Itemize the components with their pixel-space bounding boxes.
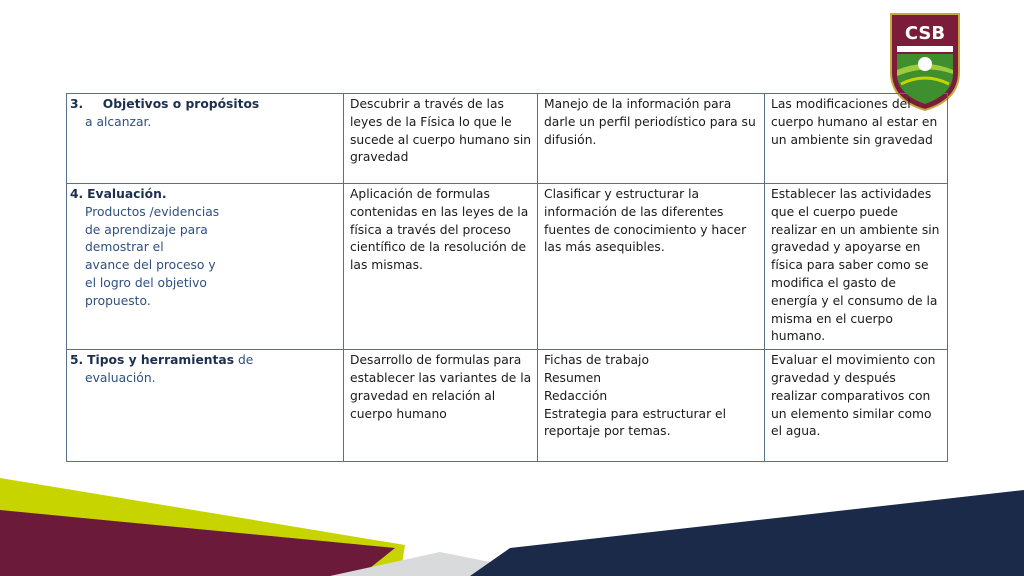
table-row (67, 94, 948, 184)
cell-text: Evaluar el movimiento con gravedad y después realizar comparativos con un elemento similar como el agua. (771, 353, 936, 439)
content-cell (344, 94, 538, 184)
row-subheading: demostrar el (85, 240, 164, 255)
content-cell (765, 350, 948, 462)
content-cell (538, 94, 765, 184)
content-cell (765, 94, 948, 184)
content-cell (344, 184, 538, 350)
row-number: 3. (70, 97, 84, 111)
table-row (67, 350, 948, 462)
content-cell (765, 184, 948, 350)
content-cell (538, 350, 765, 462)
list-item: Fichas de trabajo (544, 353, 649, 368)
row-heading: Objetivos o propósitos (102, 97, 260, 111)
list-item: Redacción (544, 388, 608, 403)
row-number: 4. (70, 187, 84, 201)
row-subheading: propuesto. (85, 293, 151, 308)
row-label-cell (67, 184, 344, 350)
cell-text: Aplicación de formulas contenidas en las leyes de la física a través del proceso científico de la resolución de las mismas. (350, 187, 529, 273)
row-subheading: el logro del objetivo (85, 275, 207, 290)
row-heading-tail: de (234, 353, 254, 368)
cell-text: Clasificar y estructurar la información de las diferentes fuentes de conocimiento y hacer las más asequibles. (544, 187, 747, 255)
list-item: Estrategia para estructurar el reportaje por temas. (544, 406, 727, 439)
row-label-cell (67, 350, 344, 462)
content-cell (538, 184, 765, 350)
row-number: 5. (70, 353, 84, 368)
content-cell (344, 350, 538, 462)
row-subheading: Productos /evidencias (85, 204, 220, 219)
table-row (67, 184, 948, 350)
navy-band (470, 490, 1024, 576)
logo-text: CSB (904, 23, 946, 44)
cell-text: Descubrir a través de las leyes de la Física lo que le sucede al cuerpo humano sin gravedad (350, 97, 532, 165)
cell-text: Las modificaciones del cuerpo humano al estar en un ambiente sin gravedad (771, 97, 938, 147)
list-item: Resumen (544, 370, 602, 385)
row-subheading: de aprendizaje para (85, 222, 208, 237)
cell-text: Desarrollo de formulas para establecer las variantes de la gravedad en relación al cuerpo humano (350, 353, 532, 421)
planning-table (66, 93, 948, 462)
cell-text: Establecer las actividades que el cuerpo puede realizar en un ambiente sin gravedad y apoyarse en física para saber como se modifica el gasto de energía y el consumo de la misma en el cuerpo humano. (771, 187, 940, 344)
cell-text: Manejo de la información para darle un perfil periodístico para su difusión. (544, 97, 756, 147)
row-heading: Evaluación. (87, 187, 167, 201)
row-label-cell (67, 94, 344, 184)
row-heading: Tipos y herramientas (87, 353, 235, 368)
row-subheading: avance del proceso y (85, 258, 216, 273)
row-subheading: evaluación. (85, 370, 156, 385)
row-subheading: a alcanzar. (85, 114, 152, 129)
